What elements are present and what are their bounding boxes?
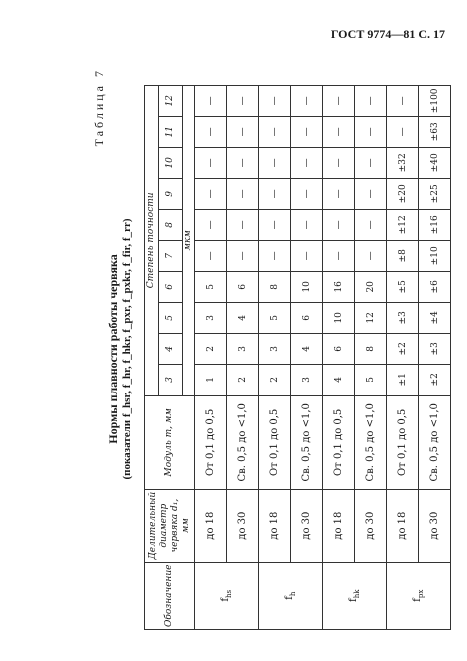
value-cell: ±32 <box>387 147 419 178</box>
value-cell: — <box>323 85 355 116</box>
degree-header-11: 11 <box>159 116 183 147</box>
module-cell: Св. 0,5 до <1,0 <box>419 395 451 489</box>
module-cell: От 0,1 до 0,5 <box>259 395 291 489</box>
designation-cell: $f_h$ <box>259 562 323 629</box>
value-cell: — <box>291 178 323 209</box>
value-cell: — <box>195 147 227 178</box>
value-cell: — <box>227 240 259 271</box>
value-cell: — <box>323 178 355 209</box>
value-cell: — <box>195 240 227 271</box>
value-cell: 5 <box>259 302 291 333</box>
degree-header-9: 9 <box>159 178 183 209</box>
degree-header-8: 8 <box>159 209 183 240</box>
value-cell: — <box>227 116 259 147</box>
accuracy-degree-header: Степень точности <box>145 85 159 395</box>
value-cell: — <box>291 85 323 116</box>
value-cell: — <box>259 240 291 271</box>
module-cell: Св. 0,5 до <1,0 <box>291 395 323 489</box>
norms-table <box>144 85 451 630</box>
diameter-cell: до 18 <box>323 489 355 562</box>
value-cell: 4 <box>291 333 323 364</box>
value-cell: — <box>227 209 259 240</box>
value-cell: 3 <box>227 333 259 364</box>
value-cell: 16 <box>323 271 355 302</box>
value-cell: — <box>355 85 387 116</box>
diameter-cell: до 30 <box>227 489 259 562</box>
value-cell: 3 <box>195 302 227 333</box>
module-header: Модуль m, мм <box>145 395 195 489</box>
value-cell: 2 <box>227 364 259 395</box>
value-cell: — <box>387 116 419 147</box>
value-cell: — <box>195 116 227 147</box>
value-cell: 4 <box>323 364 355 395</box>
value-cell: 10 <box>323 302 355 333</box>
degree-header-5: 5 <box>159 302 183 333</box>
value-cell: — <box>227 147 259 178</box>
value-cell: 2 <box>259 364 291 395</box>
value-cell: — <box>323 116 355 147</box>
module-cell: От 0,1 до 0,5 <box>323 395 355 489</box>
module-cell: От 0,1 до 0,5 <box>195 395 227 489</box>
diameter-header: Делительный диаметр червяка d₁, мм <box>145 489 195 562</box>
diameter-cell: до 30 <box>419 489 451 562</box>
value-cell: — <box>355 116 387 147</box>
designation-cell: $f_{hk}$ <box>323 562 387 629</box>
value-cell: 8 <box>259 271 291 302</box>
value-cell: ±16 <box>419 209 451 240</box>
value-cell: ±8 <box>387 240 419 271</box>
diameter-cell: до 18 <box>195 489 227 562</box>
value-cell: ±5 <box>387 271 419 302</box>
diameter-cell: до 30 <box>291 489 323 562</box>
table-row <box>291 85 323 629</box>
degree-header-7: 7 <box>159 240 183 271</box>
value-cell: — <box>259 147 291 178</box>
value-cell: 8 <box>355 333 387 364</box>
module-cell: От 0,1 до 0,5 <box>387 395 419 489</box>
degree-header-12: 12 <box>159 85 183 116</box>
value-cell: ±25 <box>419 178 451 209</box>
value-cell: 6 <box>291 302 323 333</box>
value-cell: 5 <box>195 271 227 302</box>
value-cell: 1 <box>195 364 227 395</box>
value-cell: ±12 <box>387 209 419 240</box>
degree-header-10: 10 <box>159 147 183 178</box>
value-cell: — <box>323 209 355 240</box>
value-cell: — <box>291 116 323 147</box>
degree-header-4: 4 <box>159 333 183 364</box>
designation-cell: $f_{px}$ <box>387 562 451 629</box>
table-row <box>419 85 451 629</box>
table-subtitle: (показатели f_hsr, f_hr, f_hkr, f_pxr, f_pxkr, f_fir, f_rr) <box>121 218 133 480</box>
value-cell: — <box>227 85 259 116</box>
diameter-cell: до 18 <box>259 489 291 562</box>
designation-header: Обозначение <box>145 562 195 629</box>
table-row <box>387 85 419 629</box>
value-cell: — <box>195 178 227 209</box>
value-cell: 12 <box>355 302 387 333</box>
value-cell: 4 <box>227 302 259 333</box>
value-cell: ±40 <box>419 147 451 178</box>
value-cell: ±3 <box>419 333 451 364</box>
table-title: Нормы плавности работы червяка <box>106 254 120 444</box>
table-label: Таблица 7 <box>92 68 106 147</box>
value-cell: 5 <box>355 364 387 395</box>
value-cell: — <box>355 178 387 209</box>
value-cell: — <box>387 85 419 116</box>
value-cell: — <box>355 147 387 178</box>
value-cell: — <box>323 147 355 178</box>
value-cell: 6 <box>227 271 259 302</box>
value-cell: — <box>291 147 323 178</box>
value-cell: ±63 <box>419 116 451 147</box>
value-cell: 3 <box>259 333 291 364</box>
value-cell: — <box>195 85 227 116</box>
value-cell: — <box>291 209 323 240</box>
value-cell: 10 <box>291 271 323 302</box>
table-row <box>195 85 227 629</box>
value-cell: — <box>259 116 291 147</box>
value-cell: ±2 <box>387 333 419 364</box>
module-cell: Св. 0,5 до <1,0 <box>227 395 259 489</box>
degree-header-6: 6 <box>159 271 183 302</box>
value-cell: ±4 <box>419 302 451 333</box>
value-cell: — <box>227 178 259 209</box>
diameter-cell: до 30 <box>355 489 387 562</box>
value-cell: — <box>195 209 227 240</box>
value-cell: ±6 <box>419 271 451 302</box>
designation-cell: $f_{hs}$ <box>195 562 259 629</box>
rotated-table-block <box>92 60 440 638</box>
value-cell: ±100 <box>419 85 451 116</box>
diameter-cell: до 18 <box>387 489 419 562</box>
table-row <box>227 85 259 629</box>
value-cell: — <box>291 240 323 271</box>
table-row <box>259 85 291 629</box>
table-row <box>323 85 355 629</box>
value-cell: — <box>355 240 387 271</box>
value-cell: — <box>323 240 355 271</box>
value-cell: ±1 <box>387 364 419 395</box>
value-cell: — <box>259 178 291 209</box>
module-cell: Св. 0,5 до <1,0 <box>355 395 387 489</box>
value-cell: ±2 <box>419 364 451 395</box>
value-cell: 20 <box>355 271 387 302</box>
value-cell: 6 <box>323 333 355 364</box>
unit-header: мкм <box>183 85 195 395</box>
value-cell: ±10 <box>419 240 451 271</box>
page-header: ГОСТ 9774—81 С. 17 <box>330 27 445 41</box>
degree-header-3: 3 <box>159 364 183 395</box>
value-cell: — <box>259 85 291 116</box>
value-cell: ±3 <box>387 302 419 333</box>
value-cell: 2 <box>195 333 227 364</box>
value-cell: — <box>355 209 387 240</box>
value-cell: ±20 <box>387 178 419 209</box>
table-row <box>355 85 387 629</box>
value-cell: 3 <box>291 364 323 395</box>
value-cell: — <box>259 209 291 240</box>
